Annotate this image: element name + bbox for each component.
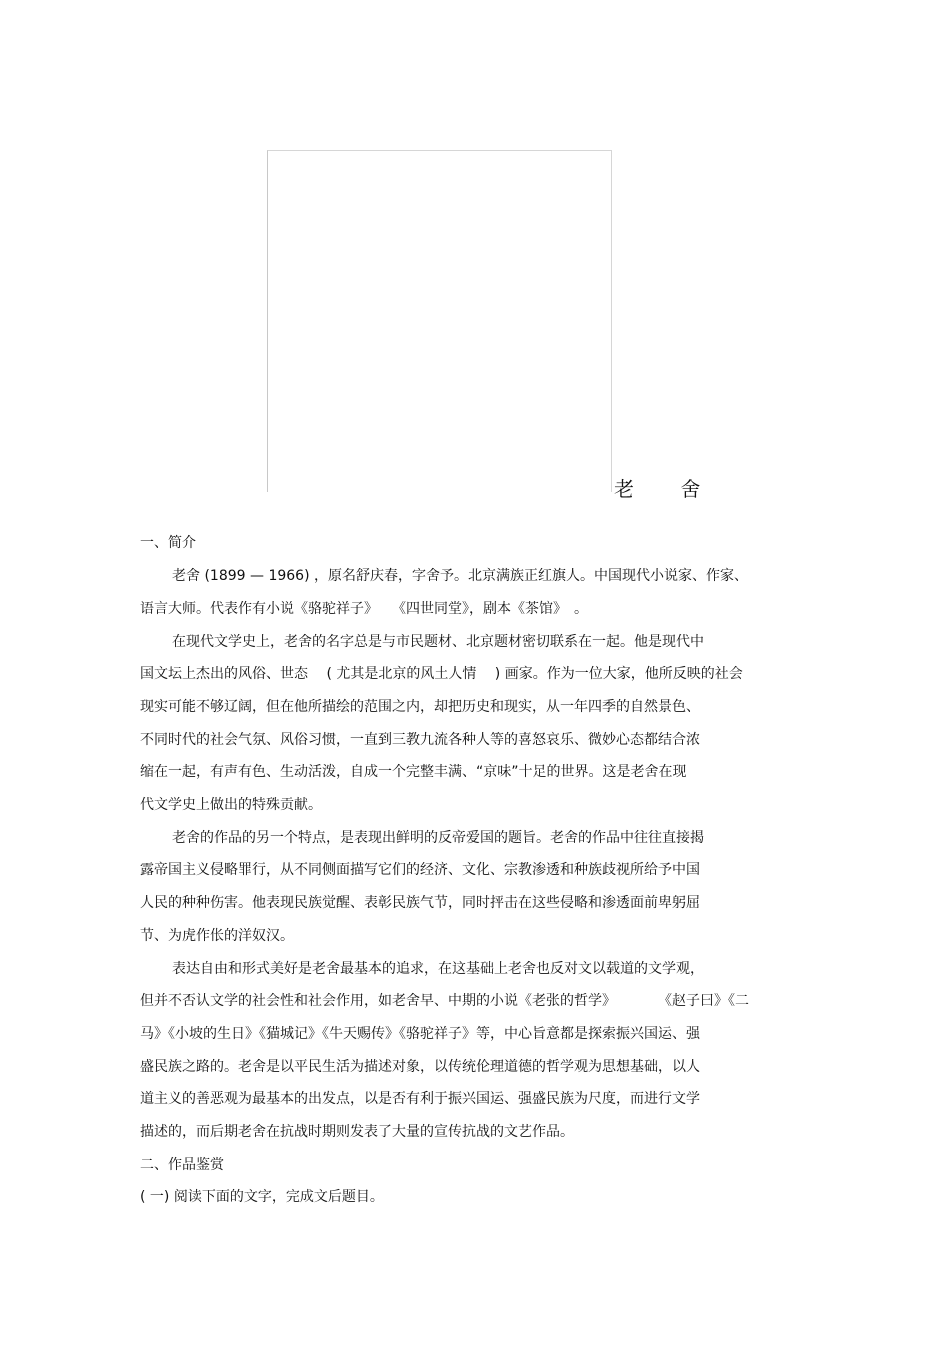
section-heading-appreciation: 二、作品鉴赏	[140, 1157, 224, 1173]
paragraph-line: 在现代文学史上，老舍的名字总是与市民题材、北京题材密切联系在一起。他是现代中	[172, 634, 704, 650]
paragraph-line: 道主义的善恶观为最基本的出发点，以是否有利于振兴国运、强盛民族为尺度，而进行文学	[140, 1091, 700, 1107]
paragraph-line: 马》《小坡的生日》《猫城记》《牛天赐传》《骆驼祥子》等，中心旨意都是探索振兴国运、强	[140, 1026, 700, 1042]
author-photo-frame	[267, 150, 612, 492]
paragraph-line: 国文坛上杰出的风俗、世态 ( 尤其是北京的风土人情 ) 画家。作为一位大家，他所反映的社会	[140, 666, 743, 682]
paragraph-line: 不同时代的社会气氛、风俗习惯，一直到三教九流各种人等的喜怒哀乐、微妙心态都结合浓	[140, 732, 700, 748]
paragraph-line: 表达自由和形式美好是老舍最基本的追求，在这基础上老舍也反对文以载道的文学观，	[172, 961, 704, 977]
paragraph-line: 节、为虎作伥的洋奴汉。	[140, 928, 294, 944]
paragraph-line: 人民的种种伤害。他表现民族觉醒、表彰民族气节，同时抨击在这些侵略和渗透面前卑躬屈	[140, 895, 700, 911]
section-heading-intro: 一、简介	[140, 535, 196, 551]
paragraph-line: 缩在一起，有声有色、生动活泼，自成一个完整丰满、“京味”十足的世界。这是老舍在现	[140, 764, 687, 780]
author-title: 老 舍	[614, 477, 721, 501]
paragraph-line: 露帝国主义侵略罪行，从不同侧面描写它们的经济、文化、宗教渗透和种族歧视所给予中国	[140, 862, 700, 878]
subsection-instruction: ( 一) 阅读下面的文字，完成文后题目。	[140, 1189, 384, 1205]
paragraph-line: 盛民族之路的。老舍是以平民生活为描述对象，以传统伦理道德的哲学观为思想基础，以人	[140, 1059, 700, 1075]
paragraph-line: 老舍 (1899 — 1966) ，原名舒庆春，字舍予。北京满族正红旗人。中国现代小说家、作家、	[172, 568, 748, 584]
paragraph-line: 现实可能不够辽阔，但在他所描绘的范围之内，却把历史和现实，从一年四季的自然景色、	[140, 699, 700, 715]
paragraph-line: 描述的，而后期老舍在抗战时期则发表了大量的宣传抗战的文艺作品。	[140, 1124, 574, 1140]
paragraph-line: 语言大师。代表作有小说《骆驼祥子》 《四世同堂》，剧本《茶馆》 。	[140, 601, 588, 617]
paragraph-line: 代文学史上做出的特殊贡献。	[140, 797, 322, 813]
paragraph-line: 但并不否认文学的社会性和社会作用，如老舍早、中期的小说《老张的哲学》 《赵子曰》《二	[140, 993, 749, 1009]
paragraph-line: 老舍的作品的另一个特点，是表现出鲜明的反帝爱国的题旨。老舍的作品中往往直接揭	[172, 830, 704, 846]
